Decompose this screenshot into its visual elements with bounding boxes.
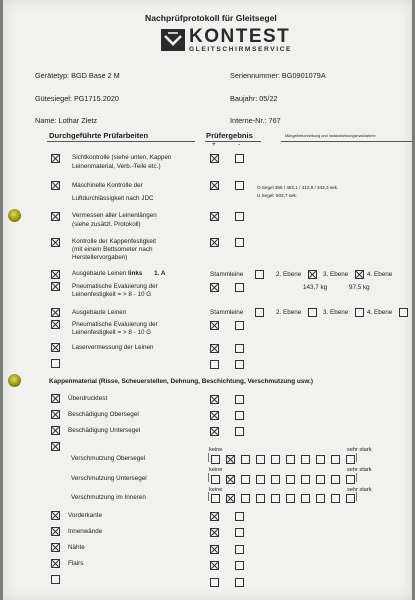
scale-low-label: keine: [209, 447, 223, 453]
item-text: (siehe zusätzl. Protokoll): [72, 221, 141, 228]
dirt-scale-10[interactable]: [346, 475, 355, 484]
result-plus-checkbox[interactable]: [210, 212, 219, 221]
leinen-ebene4-label: 4. Ebene: [367, 309, 393, 316]
result-minus-checkbox[interactable]: [235, 283, 244, 292]
item-text: Leinenmaterial, Verb.-Teile etc.): [72, 163, 161, 170]
result-plus-checkbox[interactable]: [210, 283, 219, 292]
result-plus-checkbox[interactable]: [210, 411, 219, 420]
item-text-main: Ausgebaute Leinen: [72, 270, 127, 277]
dirt-scale-7[interactable]: [301, 475, 310, 484]
leinen-ebene3-label: 3. Ebene: [323, 271, 349, 278]
header-pruefergebnis: Prüfergebnis: [206, 131, 253, 140]
kappen-item-text: Beschädigung Obersegel: [68, 411, 139, 418]
force-value-2: 97,5 kg: [349, 284, 370, 291]
item-text-line: 1. A: [154, 270, 166, 277]
result-plus-checkbox[interactable]: [210, 427, 219, 436]
leinen-ebene4-label: 4. Ebene: [367, 271, 393, 278]
dirt-scale-1[interactable]: [211, 494, 220, 503]
header-underline-1: [47, 141, 195, 142]
remark-o-segel: O.Segel 356 / 482,1 / 412,9 / 343,3 sek.: [257, 185, 339, 190]
document-title: Nachprüfprotokoll für Gleitsegel: [145, 13, 277, 23]
item-text: Ausgebaute Leinen: [72, 309, 127, 316]
kappen-checkbox[interactable]: [51, 426, 60, 435]
dirt-scale-7[interactable]: [301, 455, 310, 464]
result-minus-checkbox[interactable]: [235, 411, 244, 420]
logo-tagline: GLEITSCHIRMSERVICE: [189, 46, 293, 53]
kappen-checkbox[interactable]: [51, 410, 60, 419]
item-text: Pneumatische Evaluierung der: [72, 321, 158, 328]
scale-high-label: sehr stark: [347, 467, 372, 473]
part-label: Vorderkante: [68, 512, 102, 519]
logo-emblem: [161, 29, 185, 51]
force-value-1: 143,7 kg: [303, 284, 328, 291]
result-plus-checkbox[interactable]: [210, 321, 219, 330]
dirt-scale-1[interactable]: [211, 475, 220, 484]
part-checkbox[interactable]: [51, 527, 60, 536]
kappen-item-text: Überdrucktest: [68, 395, 108, 402]
header-minus: -: [238, 141, 241, 148]
part-checkbox[interactable]: [51, 575, 60, 584]
dirt-scale-5[interactable]: [271, 475, 280, 484]
dirt-label: Verschmutzung Untersegel: [71, 475, 147, 482]
result-minus-checkbox[interactable]: [235, 181, 244, 190]
part-checkbox[interactable]: [51, 511, 60, 520]
binder-hole-bottom: [8, 374, 21, 387]
scale-divider: [356, 473, 357, 482]
dirt-scale-3[interactable]: [241, 475, 250, 484]
dirt-scale-9[interactable]: [331, 455, 340, 464]
scale-high-label: sehr stark: [347, 447, 372, 453]
result-plus-checkbox[interactable]: [210, 238, 219, 247]
dirt-label: Verschmutzung im Inneren: [71, 494, 146, 501]
kappen-checkbox[interactable]: [51, 442, 60, 451]
result-minus-checkbox[interactable]: [235, 360, 244, 369]
part-checkbox[interactable]: [51, 543, 60, 552]
leinen-stammleine-label: Stammleine: [210, 309, 244, 316]
scale-divider: [356, 453, 357, 462]
header-underline-3: [281, 141, 413, 142]
logo-chevron-icon: [161, 29, 185, 51]
dirt-scale-5[interactable]: [271, 494, 280, 503]
result-plus-checkbox[interactable]: [210, 528, 219, 537]
item-checkbox[interactable]: [51, 212, 60, 221]
device-type: Gerätetyp: BGD Base 2 M: [35, 71, 120, 80]
result-plus-checkbox[interactable]: [210, 154, 219, 163]
dirt-scale-1[interactable]: [211, 455, 220, 464]
item-text: Laservermessung der Leinen: [72, 344, 154, 351]
owner-name: Name: Lothar Zietz: [35, 116, 98, 125]
dirt-scale-9[interactable]: [331, 494, 340, 503]
dirt-scale-7[interactable]: [301, 494, 310, 503]
result-minus-checkbox[interactable]: [235, 344, 244, 353]
result-minus-checkbox[interactable]: [235, 512, 244, 521]
item-text: Kontrolle der Kappenfestigkeit: [72, 238, 157, 245]
item-checkbox[interactable]: [51, 181, 60, 190]
leinen-stammleine-label: Stammleine: [210, 271, 244, 278]
result-plus-checkbox[interactable]: [210, 512, 219, 521]
item-checkbox[interactable]: [51, 343, 60, 352]
stammleine-checkbox[interactable]: [255, 270, 264, 279]
header-plus: +: [212, 141, 216, 148]
dirt-scale-3[interactable]: [241, 455, 250, 464]
item-text: Herstellervorgaben): [72, 254, 128, 261]
item-checkbox[interactable]: [51, 282, 60, 291]
header-maengel: Mängelbeschreibung und Instandsetzungsmaßnahme: [285, 134, 376, 138]
dirt-scale-10[interactable]: [346, 455, 355, 464]
scale-divider: [356, 492, 357, 501]
logo-brand: KONTEST: [189, 26, 291, 47]
dirt-label: Verschmutzung Obersegel: [71, 455, 146, 462]
item-text: Maschinelle Kontrolle der: [72, 182, 143, 189]
dirt-scale-4[interactable]: [256, 455, 265, 464]
item-text: [72, 270, 165, 277]
result-plus-checkbox[interactable]: [210, 344, 219, 353]
kappen-item-text: Beschädigung Untersegel: [68, 427, 141, 434]
result-minus-checkbox[interactable]: [235, 321, 244, 330]
leinen-ebene2-label: 2. Ebene: [276, 309, 302, 316]
dirt-scale-8[interactable]: [316, 494, 325, 503]
dirt-scale-6[interactable]: [286, 455, 295, 464]
dirt-scale-2[interactable]: [226, 494, 235, 503]
stammleine-checkbox[interactable]: [255, 308, 264, 317]
dirt-scale-8[interactable]: [316, 455, 325, 464]
result-minus-checkbox[interactable]: [235, 212, 244, 221]
result-minus-checkbox[interactable]: [235, 395, 244, 404]
item-checkbox[interactable]: [51, 320, 60, 329]
dirt-scale-3[interactable]: [241, 494, 250, 503]
serial-number: Seriennummer: BG0901079A: [230, 71, 326, 80]
dirt-scale-4[interactable]: [256, 475, 265, 484]
kappen-heading: Kappenmaterial (Risse, Scheuerstellen, Dehnung, Beschichtung, Verschmutzung usw.): [49, 378, 313, 385]
dirt-scale-6[interactable]: [286, 475, 295, 484]
protocol-sheet: [3, 0, 412, 600]
leinen-ebene3-label: 3. Ebene: [323, 309, 349, 316]
result-plus-checkbox[interactable]: [210, 561, 219, 570]
result-minus-checkbox[interactable]: [235, 545, 244, 554]
dirt-scale-2[interactable]: [226, 455, 235, 464]
result-plus-checkbox[interactable]: [210, 360, 219, 369]
header-underline-2: [205, 141, 261, 142]
scale-divider: [208, 492, 209, 501]
item-text: Leinenfestigkeit = > 8 - 10 G: [72, 291, 152, 298]
ebene2-checkbox[interactable]: [308, 270, 317, 279]
item-text-side: links: [128, 270, 143, 277]
result-plus-checkbox[interactable]: [210, 545, 219, 554]
item-text: Vermessen aller Leinenlängen: [72, 212, 157, 219]
item-text: Luftdurchlässigkeit nach JDC: [72, 195, 154, 202]
scale-divider: [208, 453, 209, 462]
kappen-checkbox[interactable]: [51, 394, 60, 403]
internal-number: Interne-Nr.: 767: [230, 116, 281, 125]
scale-low-label: keine: [209, 467, 223, 473]
item-text: Pneumatische Evaluierung der: [72, 283, 158, 290]
header-pruefarbeiten: Durchgeführte Prüfarbeiten: [49, 131, 149, 140]
quality-seal: Gütesiegel: PG1715.2020: [35, 94, 119, 103]
part-label: Nähte: [68, 544, 85, 551]
result-minus-checkbox[interactable]: [235, 154, 244, 163]
result-minus-checkbox[interactable]: [235, 578, 244, 587]
part-checkbox[interactable]: [51, 559, 60, 568]
ebene3-checkbox[interactable]: [355, 270, 364, 279]
item-checkbox[interactable]: [51, 154, 60, 163]
leinen-ebene2-label: 2. Ebene: [276, 271, 302, 278]
result-minus-checkbox[interactable]: [235, 238, 244, 247]
item-text: Leinenfestigkeit = > 8 - 10 G: [72, 329, 152, 336]
scale-high-label: sehr stark: [347, 487, 372, 493]
item-checkbox[interactable]: [51, 308, 60, 317]
result-plus-checkbox[interactable]: [210, 181, 219, 190]
dirt-scale-9[interactable]: [331, 475, 340, 484]
dirt-scale-10[interactable]: [346, 494, 355, 503]
dirt-scale-2[interactable]: [226, 475, 235, 484]
result-minus-checkbox[interactable]: [235, 427, 244, 436]
item-checkbox[interactable]: [51, 238, 60, 247]
dirt-scale-6[interactable]: [286, 494, 295, 503]
dirt-scale-8[interactable]: [316, 475, 325, 484]
result-minus-checkbox[interactable]: [235, 528, 244, 537]
item-checkbox[interactable]: [51, 270, 60, 279]
scale-low-label: keine: [209, 487, 223, 493]
ebene4-checkbox[interactable]: [399, 308, 408, 317]
item-text: (mit einem Bettsometer nach: [72, 246, 153, 253]
dirt-scale-5[interactable]: [271, 455, 280, 464]
ebene3-checkbox[interactable]: [355, 308, 364, 317]
ebene2-checkbox[interactable]: [308, 308, 317, 317]
build-year: Baujahr: 05/22: [230, 94, 278, 103]
scale-divider: [208, 473, 209, 482]
item-text: Sichtkontrolle (siehe unten, Kappen: [72, 154, 172, 161]
part-label: Innenwände: [68, 528, 103, 535]
result-plus-checkbox[interactable]: [210, 578, 219, 587]
item-checkbox[interactable]: [51, 359, 60, 368]
remark-u-segel: U.Segel: 503,7 sek.: [257, 193, 298, 198]
binder-hole-top: [8, 209, 21, 222]
dirt-scale-4[interactable]: [256, 494, 265, 503]
result-minus-checkbox[interactable]: [235, 561, 244, 570]
result-plus-checkbox[interactable]: [210, 395, 219, 404]
part-label: Flairs: [68, 560, 84, 567]
